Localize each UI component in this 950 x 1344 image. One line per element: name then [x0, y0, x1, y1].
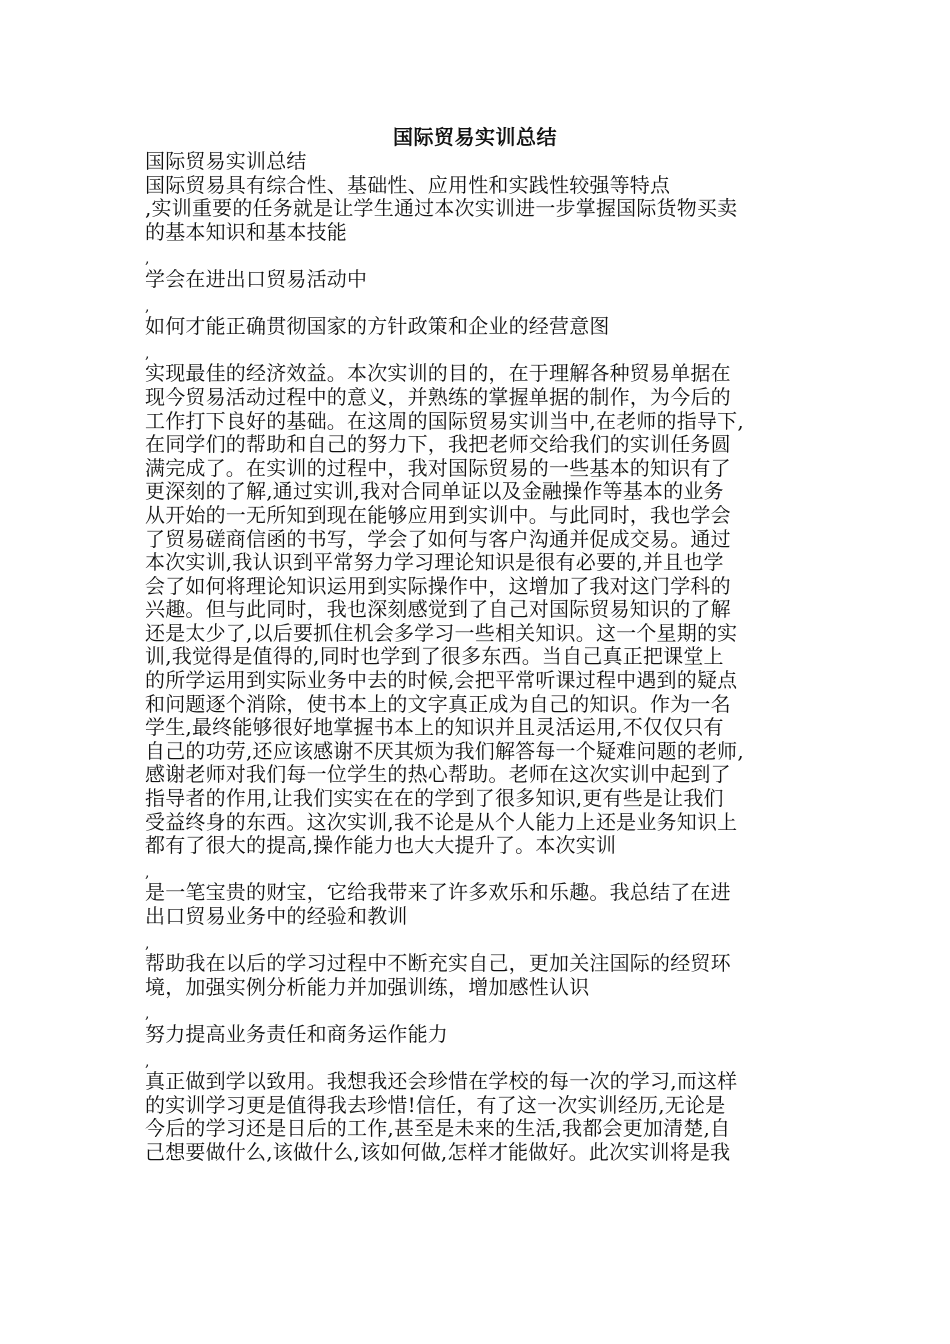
text-line: 努力提高业务责任和商务运作能力 — [145, 1021, 448, 1046]
text-line: 的所学运用到实际业务中去的时候,会把平常听课过程中遇到的疑点 — [145, 668, 738, 693]
text-line: 如何才能正确贯彻国家的方针政策和企业的经营意图 — [145, 314, 610, 339]
text-line: 受益终身的东西。这次实训,我不论是从个人能力上还是业务知识上 — [145, 809, 738, 834]
text-line: 满完成了。在实训的过程中，我对国际贸易的一些基本的知识有了 — [145, 455, 731, 480]
text-line: 指导者的作用,让我们实实在在的学到了很多知识,更有些是让我们 — [145, 786, 724, 811]
text-line: 今后的学习还是日后的工作,甚至是未来的生活,我都会更加清楚,自 — [145, 1116, 731, 1141]
text-line: 还是太少了,以后要抓住机会多学习一些相关知识。这一个星期的实 — [145, 620, 738, 645]
text-line: 了贸易磋商信函的书写，学会了如何与客户沟通并促成交易。通过 — [145, 526, 731, 551]
comma-line: , — [145, 345, 150, 362]
text-line: 在同学们的帮助和自己的努力下，我把老师交给我们的实训任务圆 — [145, 432, 731, 457]
comma-line: , — [145, 251, 150, 268]
text-line: 己想要做什么,该做什么,该如何做,怎样才能做好。此次实训将是我 — [145, 1139, 731, 1164]
text-line: 的实训学习更是值得我去珍惜!信任，有了这一次实训经历,无论是 — [145, 1092, 726, 1117]
text-line: 兴趣。但与此同时，我也深刻感觉到了自己对国际贸易知识的了解 — [145, 597, 731, 622]
text-line: 是一笔宝贵的财宝，它给我带来了许多欢乐和乐趣。我总结了在进 — [145, 880, 731, 905]
text-line: 国际贸易具有综合性、基础性、应用性和实践性较强等特点 — [145, 172, 671, 197]
text-line: 本次实训,我认识到平常努力学习理论知识是很有必要的,并且也学 — [145, 550, 724, 575]
text-line: 学会在进出口贸易活动中 — [145, 266, 368, 291]
text-line: 从开始的一无所知到现在能够应用到实训中。与此同时，我也学会 — [145, 502, 731, 527]
text-line: 的基本知识和基本技能 — [145, 219, 347, 244]
comma-line: , — [145, 1006, 150, 1023]
comma-line: , — [145, 935, 150, 952]
text-line: 会了如何将理论知识运用到实际操作中，这增加了我对这门学科的 — [145, 573, 731, 598]
text-line: 训,我觉得是值得的,同时也学到了很多东西。当自己真正把课堂上 — [145, 644, 724, 669]
text-line: 都有了很大的提高,操作能力也大大提升了。本次实训 — [145, 833, 617, 858]
text-line: 出口贸易业务中的经验和教训 — [145, 904, 408, 928]
text-line: 现今贸易活动过程中的意义，并熟练的掌握单据的制作，为今后的 — [145, 384, 731, 409]
document-title: 国际贸易实训总结 — [393, 125, 557, 149]
text-line: 学生,最终能够很好地掌握书本上的知识并且灵活运用,不仅仅只有 — [145, 715, 724, 740]
text-line: 工作打下良好的基础。在这周的国际贸易实训当中,在老师的指导下, — [145, 408, 744, 433]
text-line: 自己的功劳,还应该感谢不厌其烦为我们解答每一个疑难问题的老师, — [145, 738, 744, 763]
comma-line: , — [145, 298, 150, 315]
comma-line: , — [145, 1053, 150, 1070]
text-line: 实现最佳的经济效益。本次实训的目的，在于理解各种贸易单据在 — [145, 361, 731, 386]
text-line: 真正做到学以致用。我想我还会珍惜在学校的每一次的学习,而这样 — [145, 1069, 738, 1094]
text-line: 帮助我在以后的学习过程中不断充实自己，更加关注国际的经贸环 — [145, 951, 731, 976]
text-line: 感谢老师对我们每一位学生的热心帮助。老师在这次实训中起到了 — [145, 762, 731, 787]
text-line: 国际贸易实训总结 — [145, 149, 307, 173]
text-line: ,实训重要的任务就是让学生通过本次实训进一步掌握国际货物买卖 — [145, 196, 738, 221]
comma-line: , — [145, 864, 150, 881]
text-line: 更深刻的了解,通过实训,我对合同单证以及金融操作等基本的业务 — [145, 479, 724, 504]
text-line: 和问题逐个消除，使书本上的文字真正成为自己的知识。作为一名 — [145, 691, 731, 716]
document-body — [145, 150, 815, 1165]
text-line: 境，加强实例分析能力并加强训练，增加感性认识 — [145, 974, 590, 999]
